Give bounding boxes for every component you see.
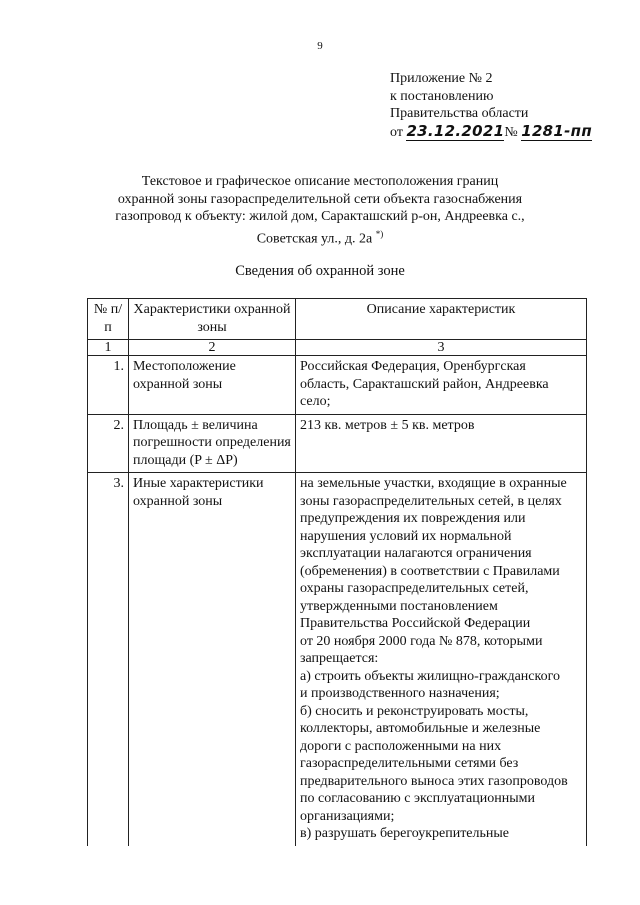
table-index-row bbox=[88, 340, 587, 356]
row-characteristic: Иные характеристики охранной зоны bbox=[129, 473, 296, 846]
title-address: Советская ул., д. 2а bbox=[256, 231, 373, 247]
index-cell: 3 bbox=[296, 340, 587, 356]
section-title: Сведения об охранной зоне bbox=[235, 263, 405, 279]
description-line: предварительного выноса этих газопроводов bbox=[300, 773, 568, 789]
number-prefix: № bbox=[504, 124, 518, 140]
description-line: коллекторы, автомобильные и железные bbox=[300, 721, 541, 736]
table-row bbox=[88, 356, 587, 415]
header-number: № п/п bbox=[88, 299, 129, 340]
title-line-1: Текстовое и графическое описание местоположения границ bbox=[141, 174, 499, 189]
handwritten-date: 23.12.2021 bbox=[406, 121, 505, 140]
description-line: а) строить объекты жилищно-гражданского bbox=[300, 668, 560, 684]
document-title bbox=[60, 173, 580, 248]
description-line: предупреждения их повреждения или bbox=[300, 511, 526, 526]
description-line: и производственного назначения; bbox=[300, 686, 500, 701]
description-line: в) разрушать берегоукрепительные bbox=[300, 826, 510, 841]
title-line-2: охранной зоны газораспределительной сети объекта газоснабжения bbox=[117, 191, 523, 207]
description-line: нарушения условий их нормальной bbox=[300, 528, 512, 544]
description-line: село; bbox=[300, 394, 331, 409]
table-row bbox=[88, 414, 587, 473]
appendix-line-3: Правительства области bbox=[390, 106, 529, 121]
description-line: (обременения) в соответствии с Правилами bbox=[300, 563, 560, 579]
description-line: б) сносить и реконструировать мосты, bbox=[300, 703, 529, 719]
description-line: от 20 ноября 2000 года № 878, которыми bbox=[300, 633, 543, 649]
description-line: 213 кв. метров ± 5 кв. метров bbox=[300, 417, 475, 433]
row-characteristic: Площадь ± величина погрешности определения площади (P ± ΔP) bbox=[129, 414, 296, 473]
description-line: организациями; bbox=[300, 808, 395, 824]
description-line: запрещается: bbox=[300, 651, 379, 666]
description-line: утвержденными постановлением bbox=[300, 598, 498, 614]
appendix-block bbox=[390, 70, 620, 141]
row-number: 2. bbox=[88, 414, 129, 473]
row-characteristic: Местоположение охранной зоны bbox=[129, 356, 296, 415]
date-prefix: от bbox=[390, 124, 403, 140]
description-line: охраны газораспределительных сетей, bbox=[300, 581, 529, 596]
description-line: газораспределительными сетями без bbox=[300, 756, 519, 771]
row-description bbox=[296, 356, 587, 415]
handwritten-number: 1281-пп bbox=[521, 121, 593, 140]
table-row bbox=[88, 473, 587, 846]
row-description bbox=[296, 414, 587, 473]
zone-info-table bbox=[87, 298, 587, 846]
description-line: по согласованию с эксплуатационными bbox=[300, 791, 535, 806]
row-description bbox=[296, 473, 587, 846]
description-line: область, Саракташский район, Андреевка bbox=[300, 376, 549, 392]
index-cell: 1 bbox=[88, 340, 129, 356]
description-line: Правительства Российской Федерации bbox=[300, 616, 531, 631]
header-description: Описание характеристик bbox=[296, 299, 587, 340]
page-number: 9 bbox=[317, 40, 323, 52]
description-line: дороги с расположенными на них bbox=[300, 738, 502, 754]
table-header-row bbox=[88, 299, 587, 340]
header-characteristics: Характеристики охранной зоны bbox=[129, 299, 296, 340]
title-line-3: газопровод к объекту: жилой дом, Саракташский р-он, Андреевка с., bbox=[115, 209, 525, 224]
title-line-4 bbox=[60, 226, 580, 248]
footnote-mark: *) bbox=[375, 228, 384, 239]
row-number: 3. bbox=[88, 473, 129, 846]
appendix-line-2: к постановлению bbox=[390, 88, 494, 104]
description-line: зоны газораспределительных сетей, в целях bbox=[300, 493, 562, 509]
appendix-date-line bbox=[390, 123, 620, 142]
description-line: эксплуатации налагаются ограничения bbox=[300, 546, 532, 561]
appendix-title: Приложение № 2 bbox=[390, 71, 493, 86]
index-cell: 2 bbox=[129, 340, 296, 356]
row-number: 1. bbox=[88, 356, 129, 415]
description-line: Российская Федерация, Оренбургская bbox=[300, 359, 526, 374]
description-line: на земельные участки, входящие в охранные bbox=[300, 476, 567, 491]
